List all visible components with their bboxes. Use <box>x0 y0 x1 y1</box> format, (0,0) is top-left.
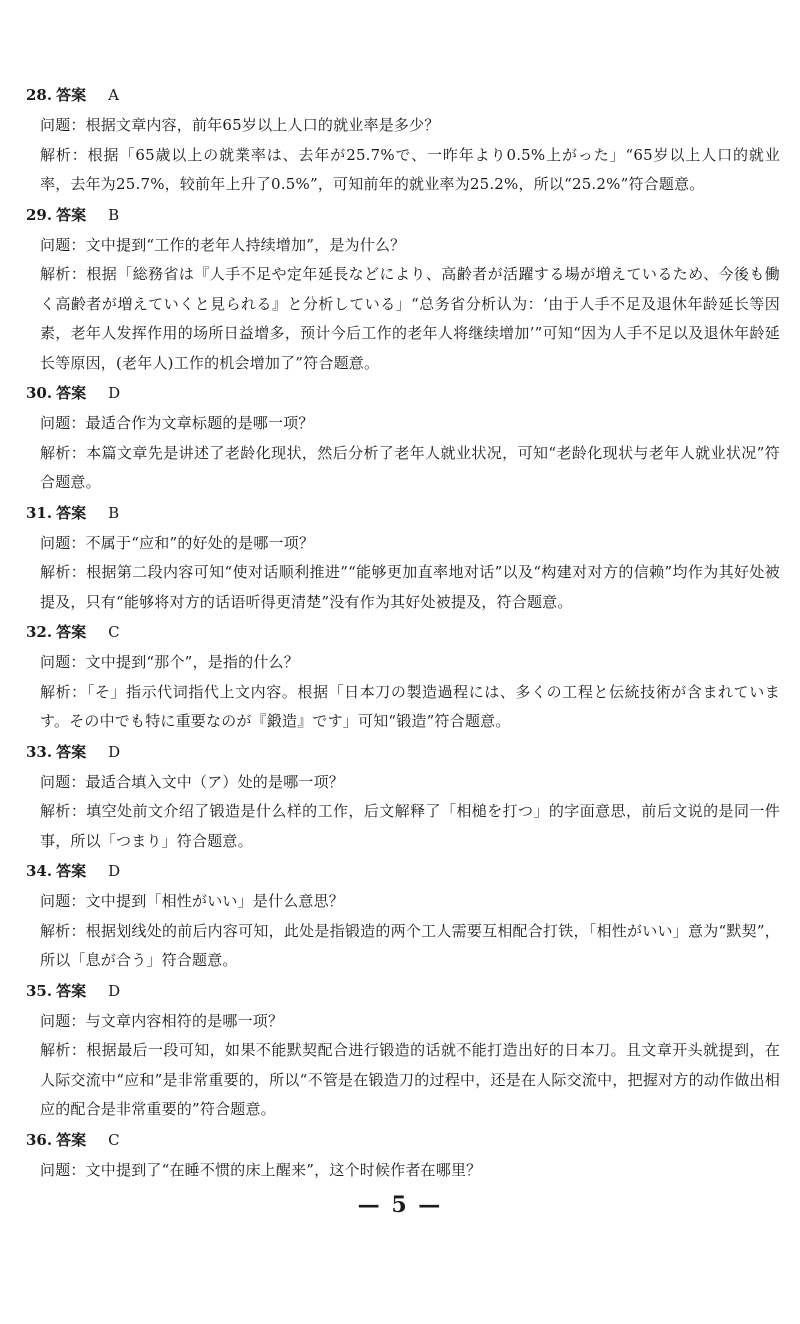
answer-line <box>26 737 780 768</box>
question-text <box>40 648 780 678</box>
answer-line <box>26 80 780 111</box>
question-text <box>40 1007 780 1037</box>
answer-letter: A <box>108 86 119 104</box>
question-label: 问题： <box>40 235 86 254</box>
analysis-body: 根据划线处的前后内容可知，此处是指锻造的两个工人需要互相配合打铁，「相性がいい」意为“默契”，所以「息が合う」符合题意。 <box>40 921 780 969</box>
answer-item <box>26 200 780 379</box>
answer-item <box>26 976 780 1125</box>
question-label: 问题： <box>40 1011 86 1030</box>
question-number: 34. <box>26 862 53 880</box>
question-number: 29. <box>26 205 53 224</box>
analysis-label: 解析： <box>40 682 87 701</box>
answer-label: 答案 <box>56 981 87 1000</box>
question-number: 30. <box>26 384 53 402</box>
answer-item <box>26 856 780 976</box>
question-label: 问题： <box>40 533 86 552</box>
answer-label: 答案 <box>56 205 87 224</box>
analysis-label: 解析： <box>40 145 88 164</box>
analysis-body: 「そ」指示代词指代上文内容。根据「日本刀の製造過程には、多くの工程と伝統技術が含まれています。その中でも特に重要なのが『鍛造』です」可知“锻造”符合题意。 <box>40 682 780 730</box>
question-label: 问题： <box>40 1160 86 1179</box>
answer-item <box>26 1125 780 1186</box>
question-text <box>40 409 780 439</box>
analysis-label: 解析： <box>40 802 87 820</box>
question-text <box>40 887 780 917</box>
question-body: 最适合作为文章标题的是哪一项？ <box>85 414 314 432</box>
answer-line <box>26 617 780 648</box>
answer-item <box>26 617 780 737</box>
answer-label: 答案 <box>56 742 87 761</box>
answer-letter: B <box>108 503 120 522</box>
answer-letter: D <box>108 862 121 880</box>
question-text <box>40 1156 780 1186</box>
answer-letter: D <box>108 384 121 402</box>
analysis-label: 解析： <box>40 443 87 462</box>
question-number: 36. <box>26 1130 53 1149</box>
analysis-body: 根据「総務省は『人手不足や定年延長などにより、高齢者が活躍する場が増えているため、今後も働く高齢者が増えていくと見られる』と分析している」“总务省分析认为：‘由于人手不足及退休年龄延长等因素，老年人发挥作用的场所日益增多，预计今后工作的老年人将继续增加’”可知“因为人手不足以及退休年龄延长等原因，(老年人)工作的机会增加了”符合题意。 <box>40 265 781 372</box>
analysis-text <box>40 439 780 498</box>
analysis-body: 根据最后一段可知，如果不能默契配合进行锻造的话就不能打造出好的日本刀。且文章开头就提到，在人际交流中“应和”是非常重要的，所以“不管是在锻造刀的过程中，还是在人际交流中，把握对方的动作做出相应的配合是非常重要的”符合题意。 <box>40 1041 780 1118</box>
analysis-text <box>40 917 780 976</box>
question-number: 28. <box>26 86 53 104</box>
question-body: 文中提到“那个”，是指的什么？ <box>85 653 299 671</box>
answer-letter: B <box>108 205 120 224</box>
answer-item <box>26 378 780 498</box>
analysis-text <box>40 558 780 617</box>
analysis-body: 填空处前文介绍了锻造是什么样的工作，后文解释了「相槌を打つ」的字面意思，前后文说的是同一件事，所以「つまり」符合题意。 <box>40 802 780 850</box>
answer-letter: D <box>108 981 121 1000</box>
answer-line <box>26 498 780 529</box>
question-text <box>40 529 780 559</box>
question-body: 文中提到“工作的老年人持续增加”，是为什么？ <box>85 235 406 254</box>
question-body: 根据文章内容，前年65岁以上人口的就业率是多少？ <box>85 116 440 134</box>
question-body: 与文章内容相符的是哪一项？ <box>85 1011 284 1030</box>
answer-label: 答案 <box>56 623 87 641</box>
answer-line <box>26 856 780 887</box>
answer-letter: D <box>108 742 121 761</box>
answer-line <box>26 976 780 1007</box>
answer-label: 答案 <box>56 384 87 402</box>
question-body: 不属于“应和”的好处的是哪一项？ <box>85 533 315 552</box>
answer-label: 答案 <box>56 862 87 880</box>
question-label: 问题： <box>40 772 86 791</box>
answer-label: 答案 <box>56 503 87 522</box>
analysis-body: 根据第二段内容可知“使对话顺利推进”“能够更加直率地对话”以及“构建对对方的信赖”均作为其好处被提及，只有“能够将对方的话语听得更清楚”没有作为其好处被提及，符合题意。 <box>40 563 780 611</box>
question-body: 文中提到「相性がいい」是什么意思？ <box>85 892 345 910</box>
answer-list <box>26 80 780 1185</box>
analysis-text <box>40 141 780 200</box>
answer-item <box>26 498 780 618</box>
page-number: — 5 — <box>357 1192 443 1218</box>
answer-item <box>26 80 780 200</box>
answer-line <box>26 1125 780 1156</box>
question-label: 问题： <box>40 116 86 134</box>
question-number: 32. <box>26 623 53 641</box>
analysis-label: 解析： <box>40 1041 87 1059</box>
analysis-body: 根据「65歳以上の就業率は、去年が25.7%で、一昨年より0.5%上がった」“65岁以上人口的就业率，去年为25.7%，较前年上升了0.5%”，可知前年的就业率为25.2%，所以“25.2%”符合题意。 <box>40 145 780 193</box>
answer-item <box>26 737 780 857</box>
question-label: 问题： <box>40 653 86 671</box>
answer-label: 答案 <box>56 1130 87 1149</box>
question-label: 问题： <box>40 414 86 432</box>
analysis-label: 解析： <box>40 265 87 283</box>
analysis-label: 解析： <box>40 921 86 940</box>
answer-line <box>26 378 780 409</box>
analysis-body: 本篇文章先是讲述了老龄化现状，然后分析了老年人就业状况，可知“老龄化现状与老年人就业状况”符合题意。 <box>40 443 780 491</box>
question-text <box>40 111 780 141</box>
question-number: 35. <box>26 981 53 1000</box>
question-number: 33. <box>26 742 53 761</box>
question-body: 文中提到了“在睡不惯的床上醒来”，这个时候作者在哪里？ <box>85 1160 482 1179</box>
question-text <box>40 768 780 798</box>
question-label: 问题： <box>40 892 86 910</box>
question-body: 最适合填入文中（ア）处的是哪一项？ <box>85 772 345 791</box>
analysis-text <box>40 260 780 378</box>
answer-letter: C <box>108 623 120 641</box>
analysis-label: 解析： <box>40 563 87 581</box>
analysis-text <box>40 678 780 737</box>
analysis-text <box>40 797 780 856</box>
question-text <box>40 231 780 261</box>
answer-line <box>26 200 780 231</box>
question-number: 31. <box>26 503 53 522</box>
answer-letter: C <box>108 1130 120 1149</box>
analysis-text <box>40 1036 780 1125</box>
answer-label: 答案 <box>56 86 87 104</box>
